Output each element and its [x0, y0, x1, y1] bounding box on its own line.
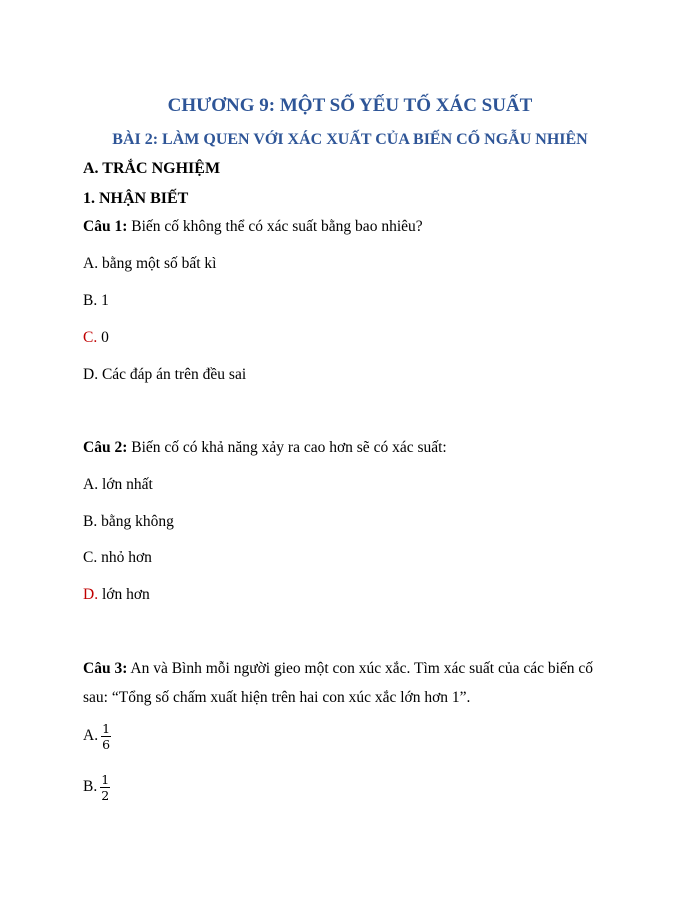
option-letter: A.	[83, 255, 99, 272]
fraction-numerator: 1	[101, 772, 110, 787]
question-text: Biến cố có khả năng xảy ra cao hơn sẽ có xác suất:	[127, 439, 447, 456]
question-1	[83, 218, 423, 236]
option-letter: A.	[83, 476, 99, 493]
section-heading: A. TRẮC NGHIỆM	[83, 160, 221, 177]
question-label: Câu 3:	[83, 660, 128, 677]
option-2a	[83, 476, 153, 494]
option-text: nhỏ hơn	[97, 549, 152, 566]
option-3a	[83, 722, 111, 751]
option-text: 1	[97, 292, 109, 309]
option-text: bằng không	[97, 513, 174, 530]
subsection-heading: 1. NHẬN BIẾT	[83, 190, 189, 207]
option-1c-correct	[83, 329, 109, 347]
lesson-title: BÀI 2: LÀM QUEN VỚI XÁC XUẤT CỦA BIẾN CỐ NGẪU NHIÊN	[112, 131, 588, 148]
fraction-denominator: 2	[101, 788, 110, 803]
option-letter: C.	[83, 549, 98, 566]
option-letter-correct: D.	[83, 586, 99, 603]
option-letter-correct: C.	[83, 329, 98, 346]
question-2	[83, 439, 447, 457]
option-2d-correct	[83, 586, 150, 604]
question-label: Câu 1:	[83, 218, 128, 235]
question-3	[83, 660, 593, 678]
question-label: Câu 2:	[83, 439, 128, 456]
fraction-denominator: 6	[102, 737, 111, 752]
option-2c	[83, 549, 152, 567]
option-letter: A.	[83, 727, 99, 745]
question-3-line2: sau: “Tổng số chấm xuất hiện trên hai con xúc xắc lớn hơn 1”.	[83, 689, 471, 706]
option-text: Các đáp án trên đều sai	[98, 366, 247, 383]
option-1d	[83, 366, 246, 384]
option-letter: B.	[83, 778, 98, 796]
option-text: 0	[97, 329, 109, 346]
option-letter: B.	[83, 292, 98, 309]
fraction	[101, 722, 111, 751]
option-text: lớn nhất	[98, 476, 153, 493]
fraction-numerator: 1	[102, 721, 111, 736]
option-letter: D.	[83, 366, 99, 383]
option-1a	[83, 255, 216, 273]
option-text: lớn hơn	[98, 586, 150, 603]
question-text-line1: An và Bình mỗi người gieo một con xúc xắc. Tìm xác suất của các biến cố	[127, 660, 594, 677]
option-text: bằng một số bất kì	[98, 255, 217, 272]
question-text: Biến cố không thể có xác suất bằng bao nhiêu?	[127, 218, 423, 235]
fraction	[100, 773, 110, 802]
option-1b	[83, 292, 109, 310]
option-3b	[83, 773, 110, 802]
option-2b	[83, 513, 174, 531]
chapter-title: CHƯƠNG 9: MỘT SỐ YẾU TỐ XÁC SUẤT	[167, 95, 533, 116]
option-letter: B.	[83, 513, 98, 530]
